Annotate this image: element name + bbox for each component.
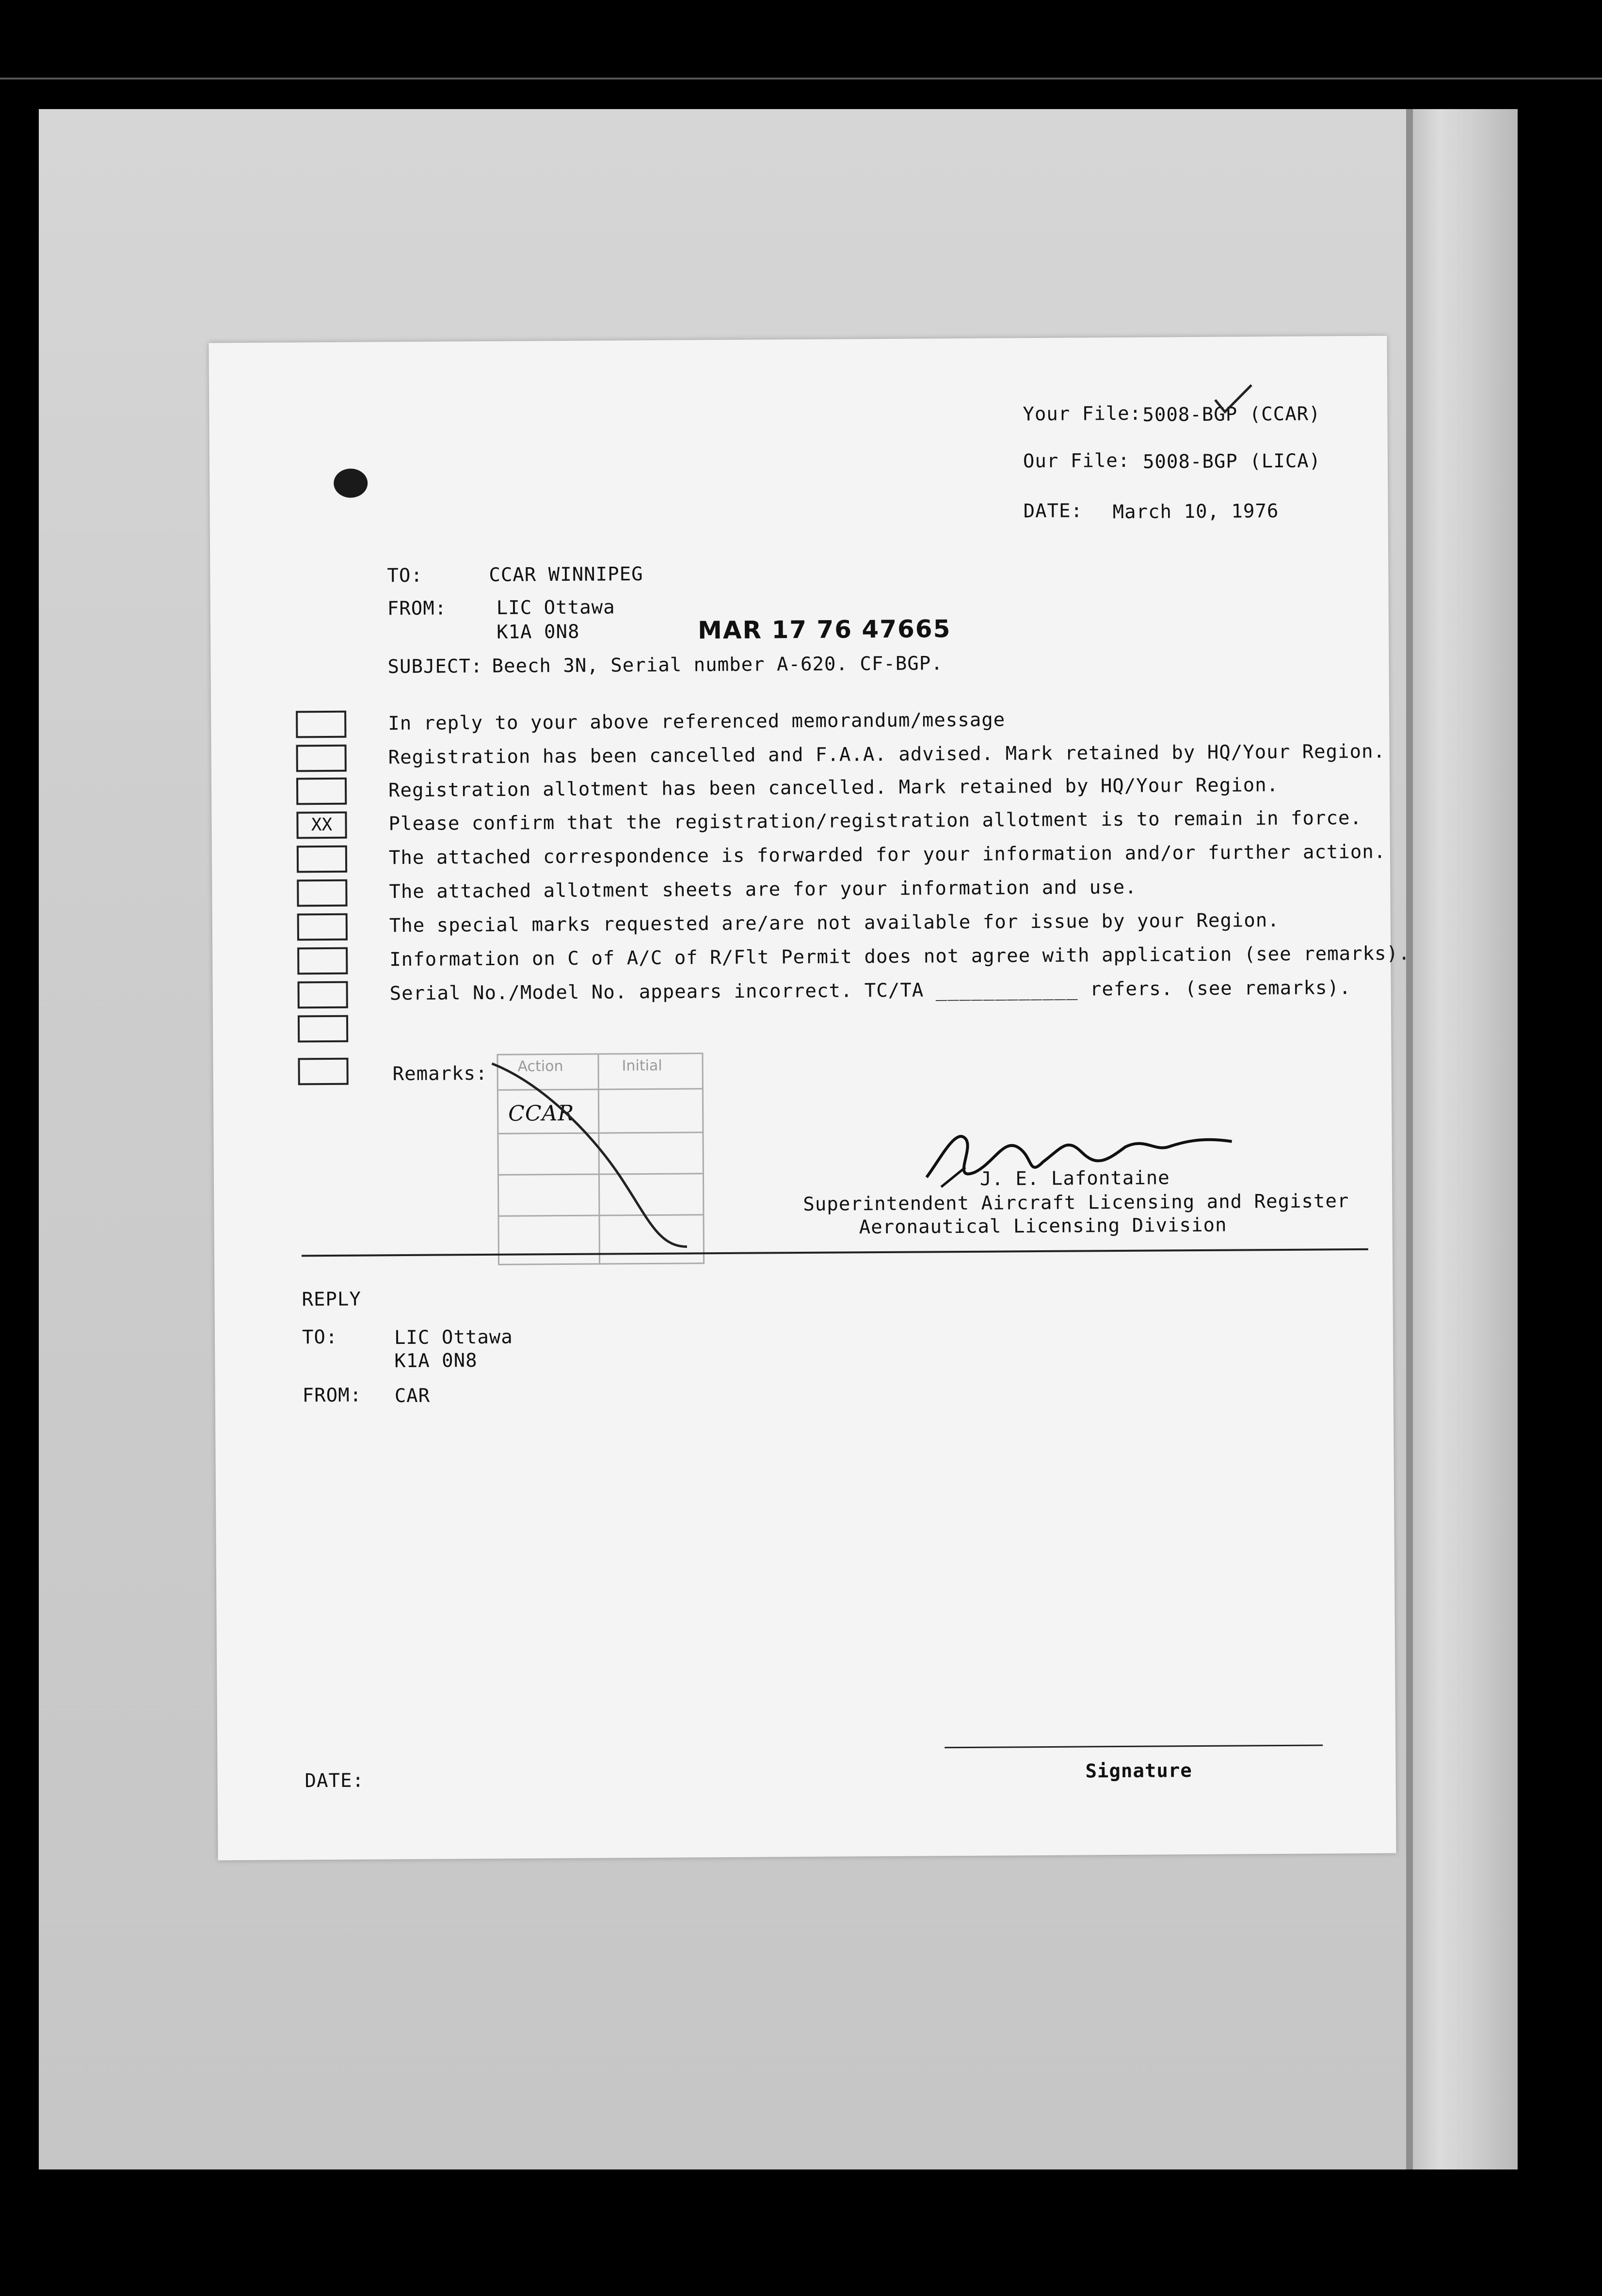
to-value: CCAR WINNIPEG [489,563,643,586]
divider-rule [302,1248,1368,1257]
checklist-item: The attached correspondence is forwarded for your information and/or further action. [388,841,1386,869]
reply-from-label: FROM: [302,1384,362,1407]
checkbox-checked[interactable]: XX [296,812,347,839]
checklist-item: In reply to your above referenced memorandum/message [388,709,1006,735]
checkbox[interactable] [298,981,348,1009]
remarks-label: Remarks: [392,1062,488,1085]
routing-entry: CCAR [508,1100,575,1126]
checkbox[interactable] [297,845,347,873]
punch-hole [331,465,370,500]
to-label: TO: [387,564,423,587]
checkbox[interactable] [297,879,347,907]
check-mark-icon [1213,383,1256,417]
checklist-item: Please confirm that the registration/registration allotment is to remain in force. [388,807,1362,835]
signatory-name: J. E. Lafontaine [979,1167,1170,1190]
from-line1: LIC Ottawa [496,596,615,619]
checklist-item: Serial No./Model No. appears incorrect. TC/TA ____________ refers. (see remarks). [389,977,1351,1005]
your-file-label: Your File: [1023,402,1142,426]
routing-scribble [482,1052,702,1258]
routing-action-header: Action [517,1058,563,1075]
signatory-title: Superintendent Aircraft Licensing and Register [803,1190,1349,1215]
reply-to-line2: K1A 0N8 [394,1350,478,1372]
our-file-value: 5008-BGP (LICA) [1142,450,1321,473]
routing-initial-header: Initial [622,1057,662,1075]
from-label: FROM: [387,597,447,620]
checklist-item: Information on C of A/C of R/Flt Permit does not agree with application (see remarks). [389,942,1410,971]
memo-form [208,336,1410,1861]
reply-date-label: DATE: [304,1770,365,1792]
our-file-label: Our File: [1023,449,1130,473]
reply-from-value: CAR [394,1385,431,1407]
received-stamp: MAR 17 76 47665 [697,615,951,645]
your-file-value: 5008-BGP (CCAR) [1142,403,1321,426]
checkbox[interactable] [296,745,347,772]
checklist-item: The special marks requested are/are not available for issue by your Region. [389,909,1280,937]
checklist-item: Registration allotment has been cancelled. Mark retained by HQ/Your Region. [388,774,1279,802]
film-border-top [0,0,1602,78]
checkbox[interactable] [296,778,347,805]
date-label: DATE: [1023,500,1083,523]
checkbox[interactable] [297,947,348,975]
checkbox[interactable] [298,1015,348,1043]
subject-label: SUBJECT: [387,655,483,678]
reply-to-line1: LIC Ottawa [394,1326,513,1349]
signatory-division: Aeronautical Licensing Division [859,1214,1227,1239]
reply-signature-label: Signature [1085,1760,1192,1783]
film-border-line [0,78,1602,80]
signature-line [945,1744,1323,1748]
folder-binding-strip [1406,109,1518,2169]
reply-to-label: TO: [302,1326,338,1349]
folder-binding-edge [1406,109,1413,2169]
subject-value: Beech 3N, Serial number A-620. CF-BGP. [492,653,943,677]
checklist-item: The attached allotment sheets are for your information and use. [389,876,1137,903]
from-line2: K1A 0N8 [496,621,580,643]
checklist-item: Registration has been cancelled and F.A.A. advised. Mark retained by HQ/Your Region. [388,740,1386,769]
reply-heading: REPLY [302,1288,362,1311]
date-value: March 10, 1976 [1112,500,1279,524]
checkbox[interactable] [298,1058,348,1085]
checkbox[interactable] [296,711,346,738]
checkbox[interactable] [297,913,348,941]
